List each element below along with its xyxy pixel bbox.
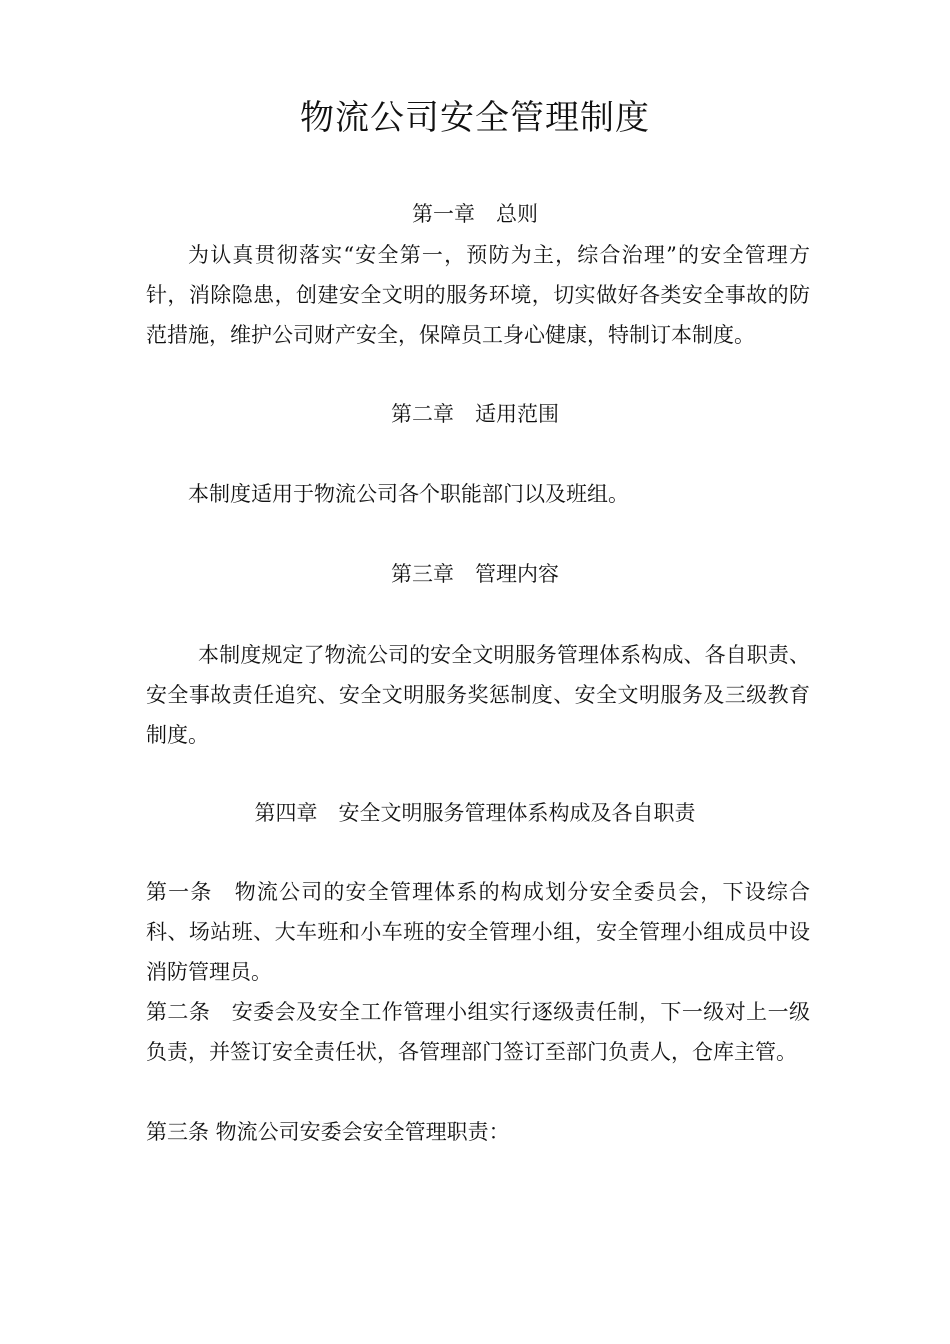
chapter-1-body: 为认真贯彻落实“安全第一，预防为主，综合治理”的安全管理方针，消除隐患，创建安全文明的服务环境，切实做好各类安全事故的防范措施，维护公司财产安全，保障员工身心健康，特制订本制度。 [146, 243, 810, 347]
article-1: 第一条 物流公司的安全管理体系的构成划分安全委员会，下设综合科、场站班、大车班和小车班的安全管理小组，安全管理小组成员中设消防管理员。 [146, 880, 810, 984]
article-2: 第二条 安委会及安全工作管理小组实行逐级责任制，下一级对上一级负责，并签订安全责任状，各管理部门签订至部门负责人，仓库主管。 [146, 1000, 810, 1064]
chapter-2-body: 本制度适用于物流公司各个职能部门以及班组。 [188, 482, 629, 506]
chapter-1-heading: 第一章 总则 [412, 202, 538, 226]
chapter-3-body: 本制度规定了物流公司的安全文明服务管理体系构成、各自职责、安全事故责任追究、安全文明服务奖惩制度、安全文明服务及三级教育制度。 [146, 643, 810, 747]
chapter-4-heading: 第四章 安全文明服务管理体系构成及各自职责 [254, 801, 696, 825]
document-title: 物流公司安全管理制度 [300, 98, 650, 138]
chapter-3-heading: 第三章 管理内容 [391, 562, 559, 586]
chapter-2-heading: 第二章 适用范围 [391, 402, 559, 426]
article-3: 第三条 物流公司安委会安全管理职责： [146, 1120, 510, 1144]
